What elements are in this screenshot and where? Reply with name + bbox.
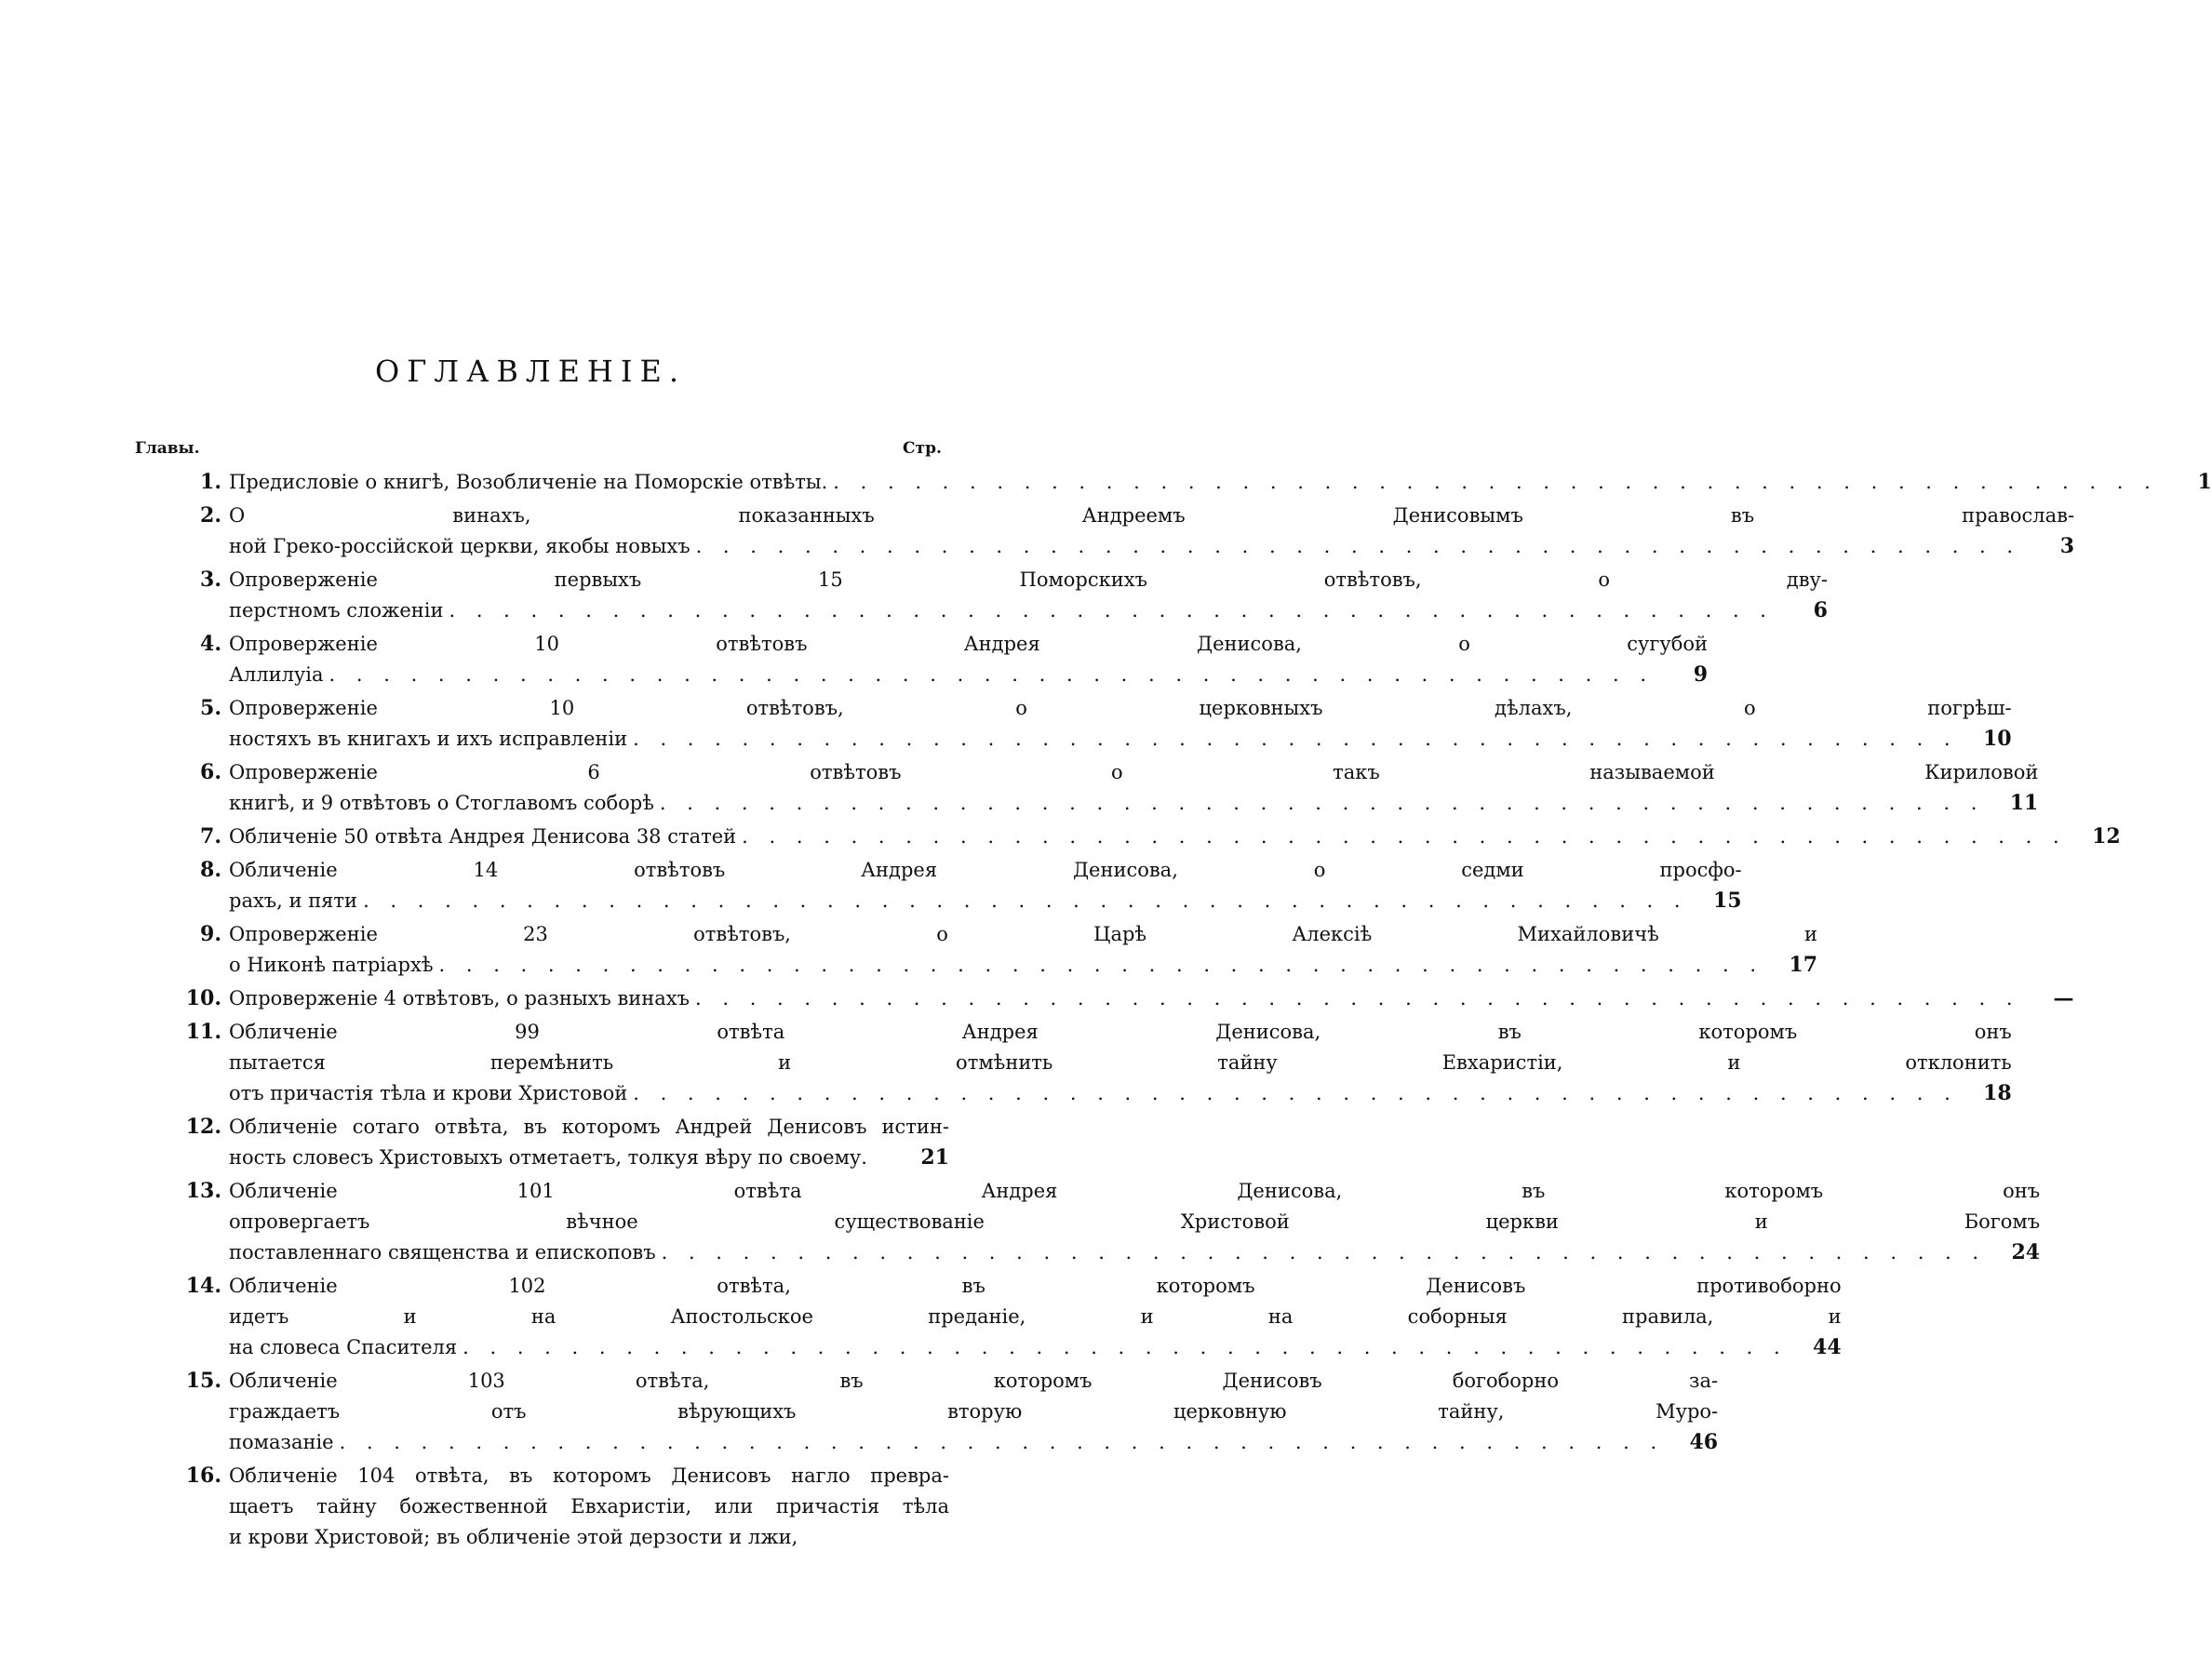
page-number: 44 xyxy=(1813,1335,1842,1359)
toc-entry xyxy=(168,1271,1842,1363)
chapter-title xyxy=(229,1112,949,1173)
chapter-title-line: Опроверженіе 4 отвѣтовъ, о разныхъ винахъ xyxy=(229,987,690,1010)
chapter-title-line: о Никонѣ патріархѣ xyxy=(229,954,434,976)
chapter-title xyxy=(229,501,2074,562)
toc-entry xyxy=(168,1017,2012,1109)
chapter-number: 2. xyxy=(200,503,221,528)
dot-leader xyxy=(656,1237,1987,1268)
page-number: 24 xyxy=(2011,1240,2041,1264)
toc-entry xyxy=(168,467,2212,498)
toc-entry xyxy=(168,855,1742,916)
chapter-number: 10. xyxy=(185,986,221,1010)
chapter-title-line: опровергаетъ вѣчное существованіе Христовой церкви и Богомъ xyxy=(229,1210,2041,1233)
chapter-title xyxy=(229,565,1828,626)
toc-entry xyxy=(168,1176,2041,1268)
table-of-contents xyxy=(168,467,2212,1556)
toc-entry xyxy=(168,501,2075,562)
page-number: 17 xyxy=(1789,953,1818,977)
chapter-title xyxy=(229,983,2074,1014)
dot-leader xyxy=(627,724,1958,755)
dot-leader xyxy=(357,886,1688,916)
page-number: 10 xyxy=(1982,727,2012,751)
chapter-title-line: Обличеніе 103 отвѣта, въ которомъ Денисовъ богоборно за- xyxy=(229,1370,1719,1392)
chapter-title-line: помазаніе xyxy=(229,1431,334,1453)
chapter-title-line: О винахъ, показанныхъ Андреемъ Денисовымъ въ православ- xyxy=(229,504,2075,527)
chapter-title-line: Обличеніе 101 отвѣта Андрея Денисова, въ которомъ онъ xyxy=(229,1180,2041,1202)
chapter-title-line: Обличеніе 99 отвѣта Андрея Денисова, въ которомъ онъ xyxy=(229,1021,2012,1043)
toc-entry xyxy=(168,629,1709,690)
toc-entry xyxy=(168,919,1818,981)
dot-leader xyxy=(736,822,2067,852)
toc-entry xyxy=(168,822,2121,852)
dot-leader xyxy=(457,1332,1788,1363)
page-number: 12 xyxy=(2092,824,2121,849)
chapter-title-line: щаетъ тайну божественной Евхаристіи, или причастія тѣла xyxy=(229,1495,949,1518)
chapter-number: 15. xyxy=(185,1369,221,1393)
chapter-title xyxy=(229,855,1742,916)
chapter-title-line: ность словесъ Христовыхъ отметаетъ, толкуя вѣру по своему. xyxy=(229,1146,867,1169)
toc-entry xyxy=(168,1112,949,1173)
chapter-title xyxy=(229,693,2012,755)
dot-leader xyxy=(690,531,2021,562)
chapter-title xyxy=(229,1366,1718,1458)
toc-entry xyxy=(168,757,2039,819)
chapter-title-line: перстномъ сложеніи xyxy=(229,599,444,622)
toc-entry xyxy=(168,1366,1719,1458)
page-number: 15 xyxy=(1712,889,1742,913)
chapter-title-line: на словеса Спасителя xyxy=(229,1336,458,1358)
chapter-number: 5. xyxy=(200,696,221,720)
chapter-number: 6. xyxy=(200,760,221,784)
chapter-title xyxy=(229,822,2121,852)
dot-leader xyxy=(434,950,1764,981)
chapter-title-line: ной Греко-россійской церкви, якобы новыхъ xyxy=(229,535,690,557)
toc-entry xyxy=(168,1461,949,1553)
chapter-title-line: граждаетъ отъ вѣрующихъ вторую церковную тайну, Муро- xyxy=(229,1400,1719,1423)
chapter-title-line: поставленнаго священства и епископовъ xyxy=(229,1241,656,1264)
chapter-title-line: Опроверженіе 23 отвѣтовъ, о Царѣ Алексіѣ Михайловичѣ и xyxy=(229,923,1818,945)
chapter-title-line: Обличеніе 102 отвѣта, въ которомъ Денисовъ противоборно xyxy=(229,1275,1842,1297)
chapter-number: 7. xyxy=(200,824,221,849)
dot-leader xyxy=(627,1078,1958,1109)
chapter-number: 11. xyxy=(185,1020,221,1044)
chapter-number: 8. xyxy=(200,858,221,882)
chapter-title xyxy=(229,919,1817,981)
chapter-title-line: Предисловіе о книгѣ, Возобличеніе на Поморскіе отвѣты. xyxy=(229,471,828,493)
chapter-title-line: Обличеніе сотаго отвѣта, въ которомъ Андрей Денисовъ истин- xyxy=(229,1116,949,1138)
chapter-title-line: Опроверженіе первыхъ 15 Поморскихъ отвѣтовъ, о дву- xyxy=(229,568,1828,591)
dot-leader xyxy=(654,788,1985,819)
page-number: 18 xyxy=(1983,1081,2012,1105)
chapter-title-line: рахъ, и пяти xyxy=(229,889,358,912)
chapter-title-line: Опроверженіе 10 отвѣтовъ, о церковныхъ дѣлахъ, о погрѣш- xyxy=(229,697,2012,719)
chapter-number: 12. xyxy=(185,1115,221,1139)
page-number: 6 xyxy=(1813,598,1828,622)
dot-leader xyxy=(690,983,2020,1014)
chapter-title-line: Опроверженіе 6 отвѣтовъ о такъ называемой Кириловой xyxy=(229,761,2039,783)
page-number: 11 xyxy=(2009,791,2039,815)
chapter-title-line: книгѣ, и 9 отвѣтовъ о Стоглавомъ соборѣ xyxy=(229,792,654,814)
page-number: 3 xyxy=(2059,534,2075,558)
chapter-number: 1. xyxy=(200,470,221,494)
chapter-title xyxy=(229,629,1708,690)
chapter-title xyxy=(229,757,2038,819)
chapter-title xyxy=(229,1017,2012,1109)
dot-leader xyxy=(827,467,2158,498)
toc-entry xyxy=(168,983,2074,1014)
dot-leader xyxy=(334,1427,1665,1458)
chapter-title-line: идетъ и на Апостольское преданіе, и на соборныя правила, и xyxy=(229,1305,1842,1328)
toc-entry xyxy=(168,565,1828,626)
chapter-title xyxy=(229,467,2212,498)
page-number: 46 xyxy=(1689,1430,1719,1454)
chapter-number: 16. xyxy=(185,1464,221,1488)
chapter-title-line: пытается перемѣнить и отмѣнить тайну Евхаристіи, и отклонить xyxy=(229,1051,2012,1074)
chapter-title-line: Опроверженіе 10 отвѣтовъ Андрея Денисова, о сугубой xyxy=(229,633,1709,655)
chapter-title-line: ностяхъ въ книгахъ и ихъ исправленіи xyxy=(229,728,628,750)
chapter-title xyxy=(229,1461,949,1553)
page-title: ОГЛАВЛЕНІЕ. xyxy=(374,354,686,389)
chapter-title-line: Обличеніе 50 отвѣта Андрея Денисова 38 статей xyxy=(229,825,737,848)
chapter-title-line: Обличеніе 14 отвѣтовъ Андрея Денисова, о седми просфо- xyxy=(229,859,1742,881)
pages-column-header: Стр. xyxy=(903,439,942,458)
dot-leader xyxy=(324,660,1655,690)
chapter-number: 13. xyxy=(185,1179,221,1203)
chapter-title xyxy=(229,1271,1842,1363)
chapters-column-header: Главы. xyxy=(135,439,200,458)
chapter-number: 3. xyxy=(200,568,221,592)
page-number: — xyxy=(2053,986,2074,1010)
page-number: 9 xyxy=(1693,662,1709,687)
chapter-number: 14. xyxy=(185,1274,221,1298)
chapter-title-line: отъ причастія тѣла и крови Христовой xyxy=(229,1082,628,1104)
chapter-title-line: Обличеніе 104 отвѣта, въ которомъ Денисовъ нагло превра- xyxy=(229,1464,949,1487)
chapter-title xyxy=(229,1176,2040,1268)
toc-entry xyxy=(168,693,2012,755)
chapter-number: 9. xyxy=(200,922,221,946)
chapter-title-line: и крови Христовой; въ обличеніе этой дерзости и лжи, xyxy=(229,1526,798,1548)
page-number: 21 xyxy=(920,1145,949,1170)
page-number: 1 xyxy=(2197,470,2212,494)
chapter-number: 4. xyxy=(200,632,221,656)
dot-leader xyxy=(443,595,1774,626)
chapter-title-line: Аллилуіа xyxy=(229,663,324,686)
